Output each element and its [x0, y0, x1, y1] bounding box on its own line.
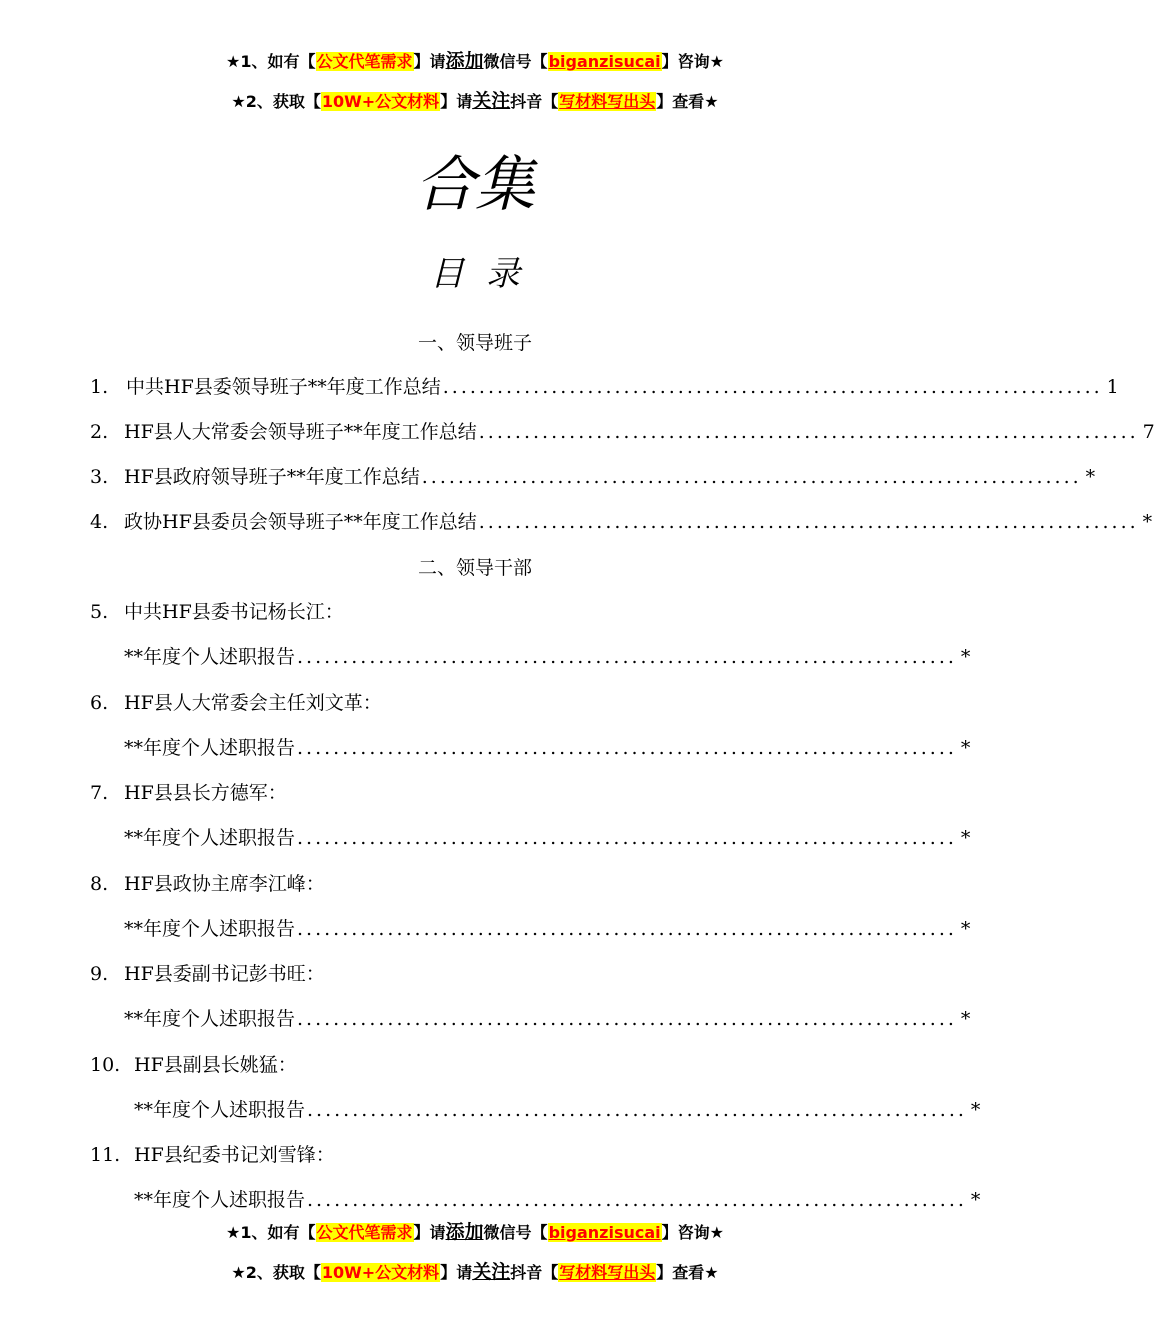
toc-entry-page: * [970, 1099, 981, 1121]
toc-leader-dots: ......................................................................... [421, 466, 1082, 488]
toc-entry-title: **年度个人述职报告 [134, 1099, 306, 1121]
toc-leader-dots: ......................................................................... [442, 376, 1103, 398]
banner-text: 】请 [440, 1263, 473, 1282]
toc-entry[interactable] [124, 642, 971, 672]
toc-entry-title: 政协HF县委员会领导班子**年度工作总结 [124, 511, 477, 533]
cadre-name: HF县委副书记彭书旺： [124, 963, 325, 985]
toc-entry-number: 4. [90, 511, 109, 533]
toc-entry-page: * [970, 1189, 981, 1211]
toc-entry[interactable] [124, 733, 971, 763]
banner-text: 抖音【 [510, 1263, 559, 1282]
document-title: 合集 [415, 150, 535, 220]
banner-emphasis: 添加 [445, 50, 484, 72]
cadre-name: HF县县长方德军： [124, 782, 287, 804]
banner-text: 】请 [413, 1223, 446, 1242]
banner-emphasis: 添加 [445, 1221, 484, 1243]
toc-leader-dots: ......................................................................... [307, 1189, 967, 1211]
banner-text: 微信号【 [483, 52, 548, 71]
toc-entry-number: 5. [90, 601, 109, 623]
toc-entry-number: 1. [90, 376, 109, 398]
banner-douyin-id: 写材料写出头 [559, 92, 656, 111]
banner-highlight: 10W+公文材料 [321, 92, 440, 111]
toc-entry-title: **年度个人述职报告 [124, 646, 296, 668]
promo-banner-bottom-line2 [0, 1261, 950, 1284]
banner-text: 】请 [440, 92, 473, 111]
promo-banner-top-line2 [0, 90, 950, 113]
toc-entry[interactable] [124, 914, 971, 944]
banner-text: 】咨询★ [661, 1223, 724, 1242]
cadre-name: 中共HF县委书记杨长江： [124, 601, 344, 623]
cadre-entry-name [90, 778, 858, 808]
toc-entry-page: 7 [1142, 421, 1155, 443]
toc-entry-title: **年度个人述职报告 [124, 1008, 296, 1030]
toc-entry[interactable] [90, 417, 1155, 447]
toc-entry-page: * [960, 918, 971, 940]
cadre-name: HF县政协主席李江峰： [124, 873, 325, 895]
toc-entry[interactable] [124, 823, 971, 853]
promo-banner-top-line1 [0, 50, 950, 73]
toc-entry-page: * [960, 737, 971, 759]
toc-entry[interactable] [134, 1095, 981, 1125]
toc-entry-number: 3. [90, 466, 109, 488]
toc-entry[interactable] [90, 372, 1119, 402]
banner-emphasis: 关注 [472, 1261, 511, 1283]
toc-leader-dots: ......................................................................... [297, 737, 957, 759]
toc-entry-title: **年度个人述职报告 [124, 918, 296, 940]
banner-wechat-id: biganzisucai [548, 1223, 661, 1242]
banner-highlight: 10W+公文材料 [321, 1263, 440, 1282]
banner-emphasis: 关注 [472, 90, 511, 112]
toc-entry-title: **年度个人述职报告 [124, 737, 296, 759]
section-heading-leadership-teams: 一、领导班子 [417, 332, 532, 354]
toc-entry-title: **年度个人述职报告 [124, 827, 296, 849]
toc-leader-dots: ......................................................................... [297, 918, 957, 940]
cadre-entry-name [90, 1140, 858, 1170]
banner-text: 抖音【 [510, 92, 559, 111]
toc-entry-page: * [960, 827, 971, 849]
cadre-entry-name [90, 597, 858, 627]
cadre-entry-name [90, 959, 858, 989]
banner-text: 】查看★ [656, 1263, 719, 1282]
cadre-name: HF县纪委书记刘雪锋： [134, 1144, 335, 1166]
banner-highlight: 公文代笔需求 [316, 52, 413, 71]
toc-entry-page: * [960, 1008, 971, 1030]
toc-entry-page: * [1085, 466, 1096, 488]
toc-entry-number: 10. [90, 1054, 121, 1076]
toc-entry-page: * [1142, 511, 1153, 533]
toc-leader-dots: ......................................................................... [478, 511, 1139, 533]
banner-highlight: 公文代笔需求 [316, 1223, 413, 1242]
toc-entry-page: * [960, 646, 971, 668]
toc-entry-number: 11. [90, 1144, 121, 1166]
toc-entry-number: 2. [90, 421, 109, 443]
toc-entry[interactable] [124, 1004, 971, 1034]
toc-entry-number: 9. [90, 963, 109, 985]
section-heading-leading-cadres: 二、领导干部 [417, 557, 532, 579]
toc-entry-title: HF县政府领导班子**年度工作总结 [124, 466, 420, 488]
toc-entry[interactable] [90, 462, 1096, 492]
toc-entry-title: **年度个人述职报告 [134, 1189, 306, 1211]
toc-leader-dots: ......................................................................... [307, 1099, 967, 1121]
promo-banner-bottom-line1 [0, 1221, 950, 1244]
toc-entry[interactable] [90, 507, 1153, 537]
banner-text: ★1、如有【 [226, 52, 316, 71]
banner-wechat-id: biganzisucai [548, 52, 661, 71]
toc-entry[interactable] [134, 1185, 981, 1215]
cadre-name: HF县副县长姚猛： [134, 1054, 297, 1076]
cadre-entry-name [90, 869, 858, 899]
toc-leader-dots: ......................................................................... [297, 827, 957, 849]
banner-text: ★2、获取【 [231, 1263, 321, 1282]
banner-douyin-id: 写材料写出头 [559, 1263, 656, 1282]
toc-heading: 目录 [430, 254, 542, 294]
cadre-name: HF县人大常委会主任刘文革： [124, 692, 382, 714]
cadre-entry-name [90, 688, 858, 718]
toc-leader-dots: ......................................................................... [297, 646, 957, 668]
banner-text: 】请 [413, 52, 446, 71]
banner-text: 微信号【 [483, 1223, 548, 1242]
toc-entry-number: 6. [90, 692, 109, 714]
banner-text: 】咨询★ [661, 52, 724, 71]
toc-entry-number: 8. [90, 873, 109, 895]
banner-text: ★1、如有【 [226, 1223, 316, 1242]
toc-entry-page: 1 [1106, 376, 1119, 398]
toc-entry-number: 7. [90, 782, 109, 804]
cadre-entry-name [90, 1050, 858, 1080]
toc-leader-dots: ......................................................................... [478, 421, 1139, 443]
toc-entry-title: HF县人大常委会领导班子**年度工作总结 [124, 421, 477, 443]
toc-leader-dots: ......................................................................... [297, 1008, 957, 1030]
banner-text: 】查看★ [656, 92, 719, 111]
banner-text: ★2、获取【 [231, 92, 321, 111]
toc-entry-title: 中共HF县委领导班子**年度工作总结 [126, 376, 441, 398]
